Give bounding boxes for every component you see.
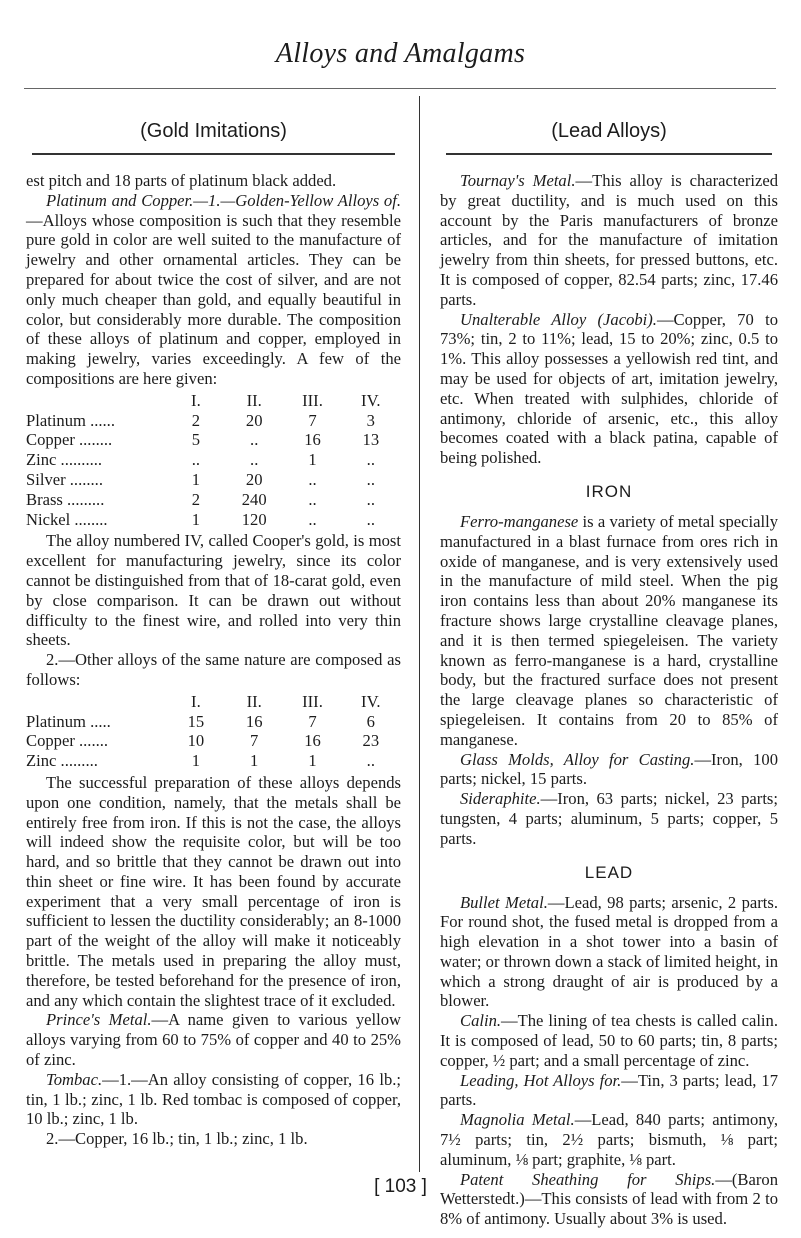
entry-title: Magnolia Metal. [460,1110,575,1130]
entry-title: Glass Molds, Alloy for Casting. [460,749,695,769]
table-cell: 2 [191,489,201,509]
table-row [26,731,400,751]
table-cell: 16 [304,430,321,450]
table-cell: 1 [308,751,317,771]
entry-text: —A name given to various yellow alloys varying from 60 to 75% of copper and 40 to 25% of zinc. [26,1010,401,1070]
entry-text: —Iron, 63 parts; nickel, 23 parts; tungsten, 4 parts; aluminum, 5 parts; copper, 5 parts. [440,789,778,848]
entry-title: Calin. [460,1011,502,1031]
table-cell: 1 [308,450,317,470]
table-cell: Nickel ........ [26,509,108,529]
paragraph: The alloy numbered IV, called Cooper's gold, is most excellent for manufacturing jewelry, since its color cannot be distinguished from that of 18-carat gold, even by close comparison. It can be drawn out without difficulty to the finest wire, and rolled into very thin sheets. [26,531,401,650]
entry-title: Prince's Metal. [46,1010,152,1030]
table-row [26,751,400,771]
table-cell: .. [366,509,375,529]
paragraph [440,512,778,750]
table-row [26,450,400,470]
table-header-row [26,692,400,712]
table-cell: .. [191,450,201,470]
paragraph [26,1070,401,1129]
entry-text: —Lead, 840 parts; antimony, 7½ parts; tin, 2½ parts; bismuth, ⅛ part; aluminum, ⅛ part; graphite, ⅛ part. [440,1110,779,1169]
running-title: Alloys and Amalgams [275,38,526,69]
table-cell: 20 [245,410,263,430]
table-cell: 3 [366,410,375,430]
table-row [26,470,400,490]
paragraph [440,1110,778,1169]
paragraph [440,750,778,790]
table-cell: .. [366,450,375,470]
table-cell: Silver ........ [26,469,103,489]
table-cell: .. [366,751,375,771]
table-cell: 15 [187,711,205,731]
table-header-cell [26,391,167,411]
table-header-cell: IV. [361,691,381,711]
paragraph [440,310,778,468]
table-header-cell: IV. [361,390,381,410]
paragraph: 2.—Copper, 16 lb.; tin, 1 lb.; zinc, 1 lb. [46,1129,308,1149]
table-cell: Brass ......... [26,489,105,509]
entry-text: is a variety of metal specially manufactured in a blast furnace from ores rich in oxide of manganese, and is very extensively used in the manufacture of mild steel. When the pig iron contains less than about 20% manganese its fracture shows large crystalline cleavage planes, and it is then termed spiegeleisen. The variety known as ferro-manganese is a hard, crystalline body, but the fractured surface does not present the large cleavage planes so characteristic of spiegeleisen. It contains from 20 to 85% of manganese. [440,511,778,749]
header-rule [24,88,776,89]
entry-title: Tombac. [46,1069,103,1089]
section-heading-lead: LEAD [584,862,634,882]
entry-text: —Tin, 3 parts; lead, 17 parts. [440,1070,778,1110]
table-cell: Copper ....... [26,731,109,751]
table-cell: 20 [245,469,263,489]
left-column [26,96,401,1149]
table-header-cell: I. [191,691,201,711]
table-cell: Platinum ..... [26,711,111,731]
column-divider [419,96,420,1172]
paragraph [440,171,778,310]
table-header-cell: III. [302,390,323,410]
right-column [440,96,778,1229]
entry-text: —Alloys whose composition is such that they resemble pure gold in color are well suited to the manufacture of jewelry and other ornamental articles. They can be prepared for about twice the cost of silver, and are not only much cheaper than gold, and equally beautiful in color, but considerably more durable. The composition of these alloys of platinum and copper, employed in making jewelry, varies exceedingly. A few of the compositions are here given: [26,210,401,388]
table-row [26,712,400,732]
entry-title: Patent Sheathing for Ships. [460,1169,716,1189]
table-cell: 7 [308,410,317,430]
table-cell: 7 [250,731,259,751]
table-cell: .. [308,489,317,509]
table-cell: 13 [362,430,380,450]
table-cell: 1 [250,751,259,771]
table-cell: .. [308,509,317,529]
table-cell: 16 [245,711,263,731]
entry-title: Sideraphite. [460,789,541,809]
table-row [26,430,400,450]
page-number: [ 103 ] [374,1176,427,1197]
entry-text: —The lining of tea chests is called calin. It is composed of lead, 50 to 60 parts; tin, 8 parts; copper, ½ part; and a small percentage of zinc. [440,1011,778,1070]
table-cell: 1 [191,469,201,489]
table-cell: 7 [308,711,317,731]
table-cell: 1 [191,509,201,529]
table-header-cell: I. [191,390,201,410]
table-cell: 120 [241,509,267,529]
table-cell: Zinc .......... [26,450,103,470]
paragraph: The successful preparation of these alloys depends upon one condition, namely, that the metals shall be entirely free from iron. If this is not the case, the alloys will indeed show the requisite color, but will be too hard, and so brittle that they cannot be drawn out into thin sheet or fine wire. It has been found by accurate experiment that a very small percentage of iron is sufficient to lessen the ductility considerably; an 8-1000 part of the weight of the alloy will make it noticeably brittle. The metals used in preparing the alloy must, therefore, be tested beforehand for the presence of iron, and any which contain the slightest trace of it excluded. [26,772,401,1010]
table-cell: 1 [191,751,201,771]
table-header-cell: II. [246,691,262,711]
left-column-header: (Gold Imitations) [140,120,287,142]
table-cell: .. [366,469,375,489]
entry-title: Platinum and Copper.—1.—Golden-Yellow Alloys of. [46,190,401,210]
table-row [26,490,400,510]
composition-table-2 [26,692,400,771]
paragraph [440,893,778,1012]
entry-text: —Iron, 100 parts; nickel, 15 parts. [440,749,778,789]
entry-text: —(Baron Wetterstedt.)—This consists of lead with from 2 to 8% of antimony. Usually about 3% is used. [440,1169,778,1229]
table-cell: 6 [366,711,375,731]
entry-title: Ferro-manganese [460,511,579,531]
table-cell: .. [308,469,317,489]
table-cell: 10 [187,731,205,751]
entry-title: Unalterable Alloy (Jacobi). [460,309,657,329]
paragraph [440,789,778,848]
right-header-rule [446,153,772,155]
left-header-rule [32,153,395,155]
paragraph [440,1011,778,1070]
paragraph: est pitch and 18 parts of platinum black added. [26,171,337,190]
table-header-cell [26,692,167,712]
table-cell: Platinum ...... [26,410,115,430]
table-header-cell: III. [302,691,323,711]
entry-text: —Copper, 70 to 73%; tin, 2 to 11%; lead, 15 to 20%; zinc, 0.5 to 1%. This alloy possesses a yellowish red tint, and may be used for objects of art, imitation jewelry, etc. When treated with sulphides, chloride of antimony, chloride of arsenic, etc., this alloy becomes coated with a black patina, capable of being polished. [440,309,778,468]
paragraph [26,191,401,389]
table-cell: 16 [304,731,321,751]
table-cell: 23 [362,731,380,751]
table-cell: 240 [241,489,267,509]
section-heading-iron: IRON [585,481,633,501]
table-cell: .. [250,450,259,470]
table-cell: Copper ........ [26,430,113,450]
table-row [26,510,400,530]
table-header-row [26,391,400,411]
table-cell: 5 [191,430,201,450]
entry-text: —Lead, 98 parts; arsenic, 2 parts. For round shot, the fused metal is dropped from a high elevation in a shot tower into a basin of water; or thrown down a stack of limited height, in which a strong draught of air is produced by a blower. [440,892,778,1011]
entry-title: Leading, Hot Alloys for. [460,1070,622,1090]
table-cell: 2 [191,410,201,430]
entry-title: Bullet Metal. [460,892,548,912]
composition-table-1 [26,391,400,530]
table-cell: .. [250,430,259,450]
entry-text: —This alloy is characterized by great ductility, and is much used on this account by the Paris manufacturers of bronze articles, and for the manufacture of imitation jewelry from thin sheets, for pressed buttons, etc. It is composed of copper, 82.54 parts; zinc, 17.46 parts. [440,171,778,309]
right-column-header: (Lead Alloys) [551,120,667,142]
paragraph [440,1071,778,1111]
table-cell: Zinc ......... [26,751,98,771]
table-row [26,411,400,431]
paragraph [26,1010,401,1069]
entry-title: Tournay's Metal. [460,171,576,190]
table-header-cell: II. [246,390,262,410]
table-cell: .. [366,489,375,509]
entry-text: —1.—An alloy consisting of copper, 16 lb.; tin, 1 lb.; zinc, 1 lb. Red tombac is composed of copper, 10 lb.; zinc, 1 lb. [26,1069,401,1129]
paragraph: 2.—Other alloys of the same nature are composed as follows: [26,650,401,689]
